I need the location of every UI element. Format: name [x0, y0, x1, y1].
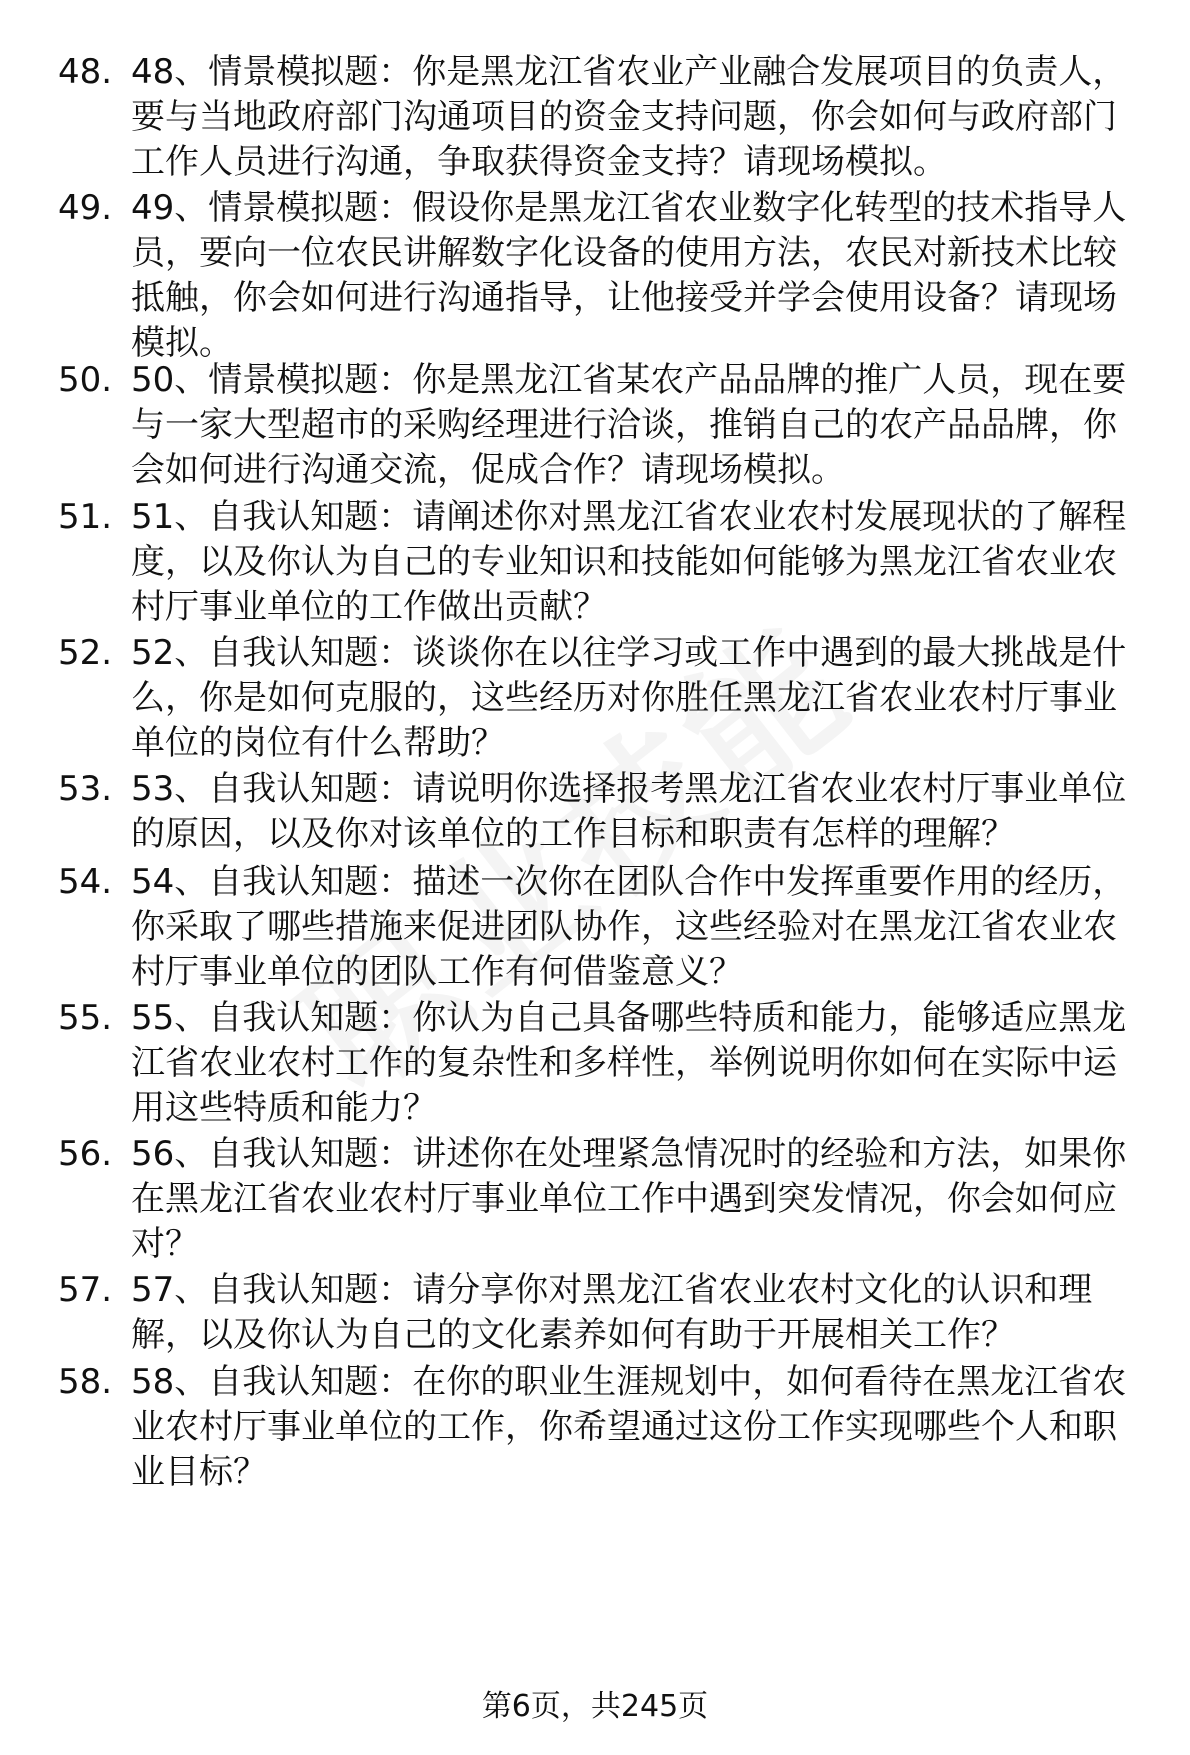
- question-number: 54.: [58, 862, 113, 902]
- question-text: 52、自我认知题：谈谈你在以往学习或工作中遇到的最大挑战是什么，你是如何克服的，这些经历对你胜任黑龙江省农业农村厅事业单位的岗位有什么帮助？: [131, 633, 1127, 763]
- question-text: 48、情景模拟题：你是黑龙江省农业产业融合发展项目的负责人，要与当地政府部门沟通项目的资金支持问题，你会如何与政府部门工作人员进行沟通，争取获得资金支持？请现场模拟。: [131, 52, 1127, 182]
- page-footer: 第6页，共245页: [481, 1689, 709, 1724]
- question-number: 52.: [58, 633, 113, 673]
- question-number: 57.: [58, 1270, 113, 1310]
- question-number: 51.: [58, 497, 113, 537]
- question-number: 56.: [58, 1134, 113, 1174]
- question-text: 57、自我认知题：请分享你对黑龙江省农业农村文化的认识和理解，以及你认为自己的文化素养如何有助于开展相关工作？: [131, 1270, 1093, 1355]
- question-text: 58、自我认知题：在你的职业生涯规划中，如何看待在黑龙江省农业农村厅事业单位的工作，你希望通过这份工作实现哪些个人和职业目标？: [131, 1362, 1127, 1492]
- question-number: 50.: [58, 360, 113, 400]
- question-text: 50、情景模拟题：你是黑龙江省某农产品品牌的推广人员，现在要与一家大型超市的采购经理进行洽谈，推销自己的农产品品牌，你会如何进行沟通交流，促成合作？请现场模拟。: [131, 360, 1127, 490]
- question-number: 55.: [58, 998, 113, 1038]
- question-text: 56、自我认知题：讲述你在处理紧急情况时的经验和方法，如果你在黑龙江省农业农村厅事业单位工作中遇到突发情况，你会如何应对？: [131, 1134, 1127, 1264]
- question-text: 53、自我认知题：请说明你选择报考黑龙江省农业农村厅事业单位的原因，以及你对该单位的工作目标和职责有怎样的理解？: [131, 769, 1127, 854]
- question-number: 49.: [58, 188, 113, 228]
- question-text: 49、情景模拟题：假设你是黑龙江省农业数字化转型的技术指导人员，要向一位农民讲解数字化设备的使用方法，农民对新技术比较抵触，你会如何进行沟通指导，让他接受并学会使用设备？请现场模拟。: [131, 188, 1127, 363]
- question-number: 58.: [58, 1362, 113, 1402]
- question-text: 55、自我认知题：你认为自己具备哪些特质和能力，能够适应黑龙江省农业农村工作的复杂性和多样性，举例说明你如何在实际中运用这些特质和能力？: [131, 998, 1127, 1128]
- question-text: 54、自我认知题：描述一次你在团队合作中发挥重要作用的经历，你采取了哪些措施来促进团队协作，这些经验对在黑龙江省农业农村厅事业单位的团队工作有何借鉴意义？: [131, 862, 1127, 992]
- question-number: 48.: [58, 52, 113, 92]
- question-text: 51、自我认知题：请阐述你对黑龙江省农业农村发展现状的了解程度，以及你认为自己的专业知识和技能如何能够为黑龙江省农业农村厅事业单位的工作做出贡献？: [131, 497, 1127, 627]
- question-number: 53.: [58, 769, 113, 809]
